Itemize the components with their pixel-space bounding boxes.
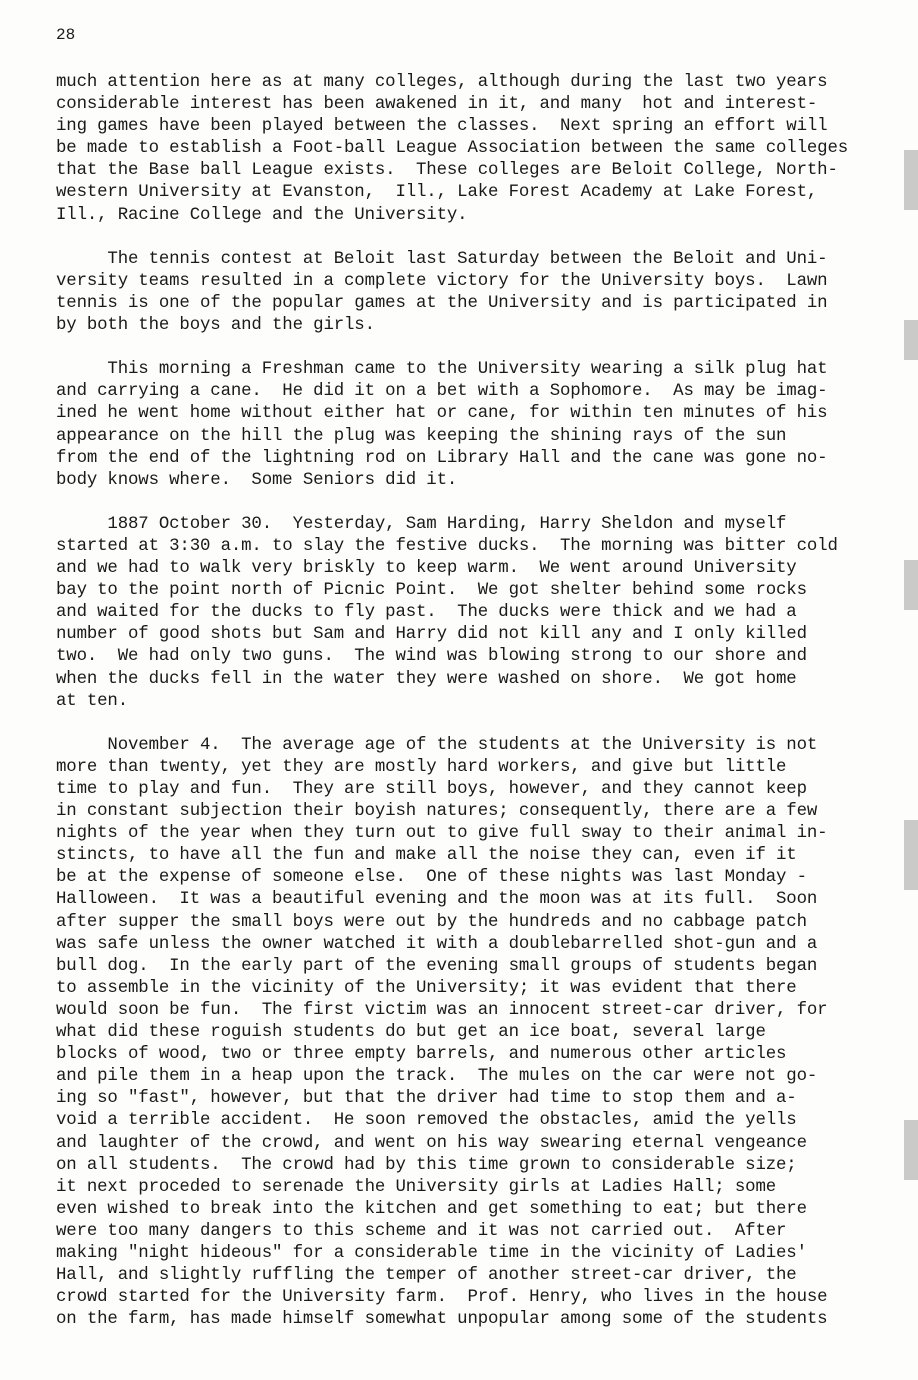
text-line: even wished to break into the kitchen and get something to eat; but there (56, 1199, 807, 1219)
text-line: nights of the year when they turn out to give full sway to their animal in- (56, 824, 828, 844)
text-line: started at 3:30 a.m. to slay the festive ducks. The morning was bitter cold (56, 536, 838, 556)
paragraph-football (56, 72, 896, 227)
text-line: much attention here as at many colleges, although during the last two years (56, 73, 828, 92)
paragraph-freshman (56, 359, 896, 492)
text-line: Halloween. It was a beautiful evening and the moon was at its full. Soon (56, 890, 818, 910)
text-line: 1887 October 30. Yesterday, Sam Harding, Harry Sheldon and myself (56, 514, 787, 534)
text-line: at ten. (56, 691, 129, 711)
text-line: western University at Evanston, Ill., Lake Forest Academy at Lake Forest, (56, 183, 818, 203)
scan-edge-shadow (904, 320, 918, 360)
text-line: be made to establish a Foot-ball League Association between the same colleges (56, 139, 849, 159)
text-line: more than twenty, yet they are mostly hard workers, and give but little (56, 757, 787, 777)
text-line: ined he went home without either hat or cane, for within ten minutes of his (56, 404, 828, 424)
paragraph-november-4 (56, 735, 896, 1332)
text-line: time to play and fun. They are still boys, however, and they cannot keep (56, 780, 807, 799)
text-line: was safe unless the owner watched it with a doublebarrelled shot-gun and a (56, 934, 818, 954)
paragraph-gap (56, 337, 896, 359)
text-line: ing games have been played between the classes. Next spring an effort will (56, 117, 828, 137)
text-line: that the Base ball League exists. These colleges are Beloit College, North- (56, 161, 838, 181)
text-line: ing so "fast", however, but that the driver had time to stop them and a- (56, 1089, 797, 1109)
text-line: in constant subjection their boyish natures; consequently, there are a few (56, 802, 818, 822)
text-line: and carrying a cane. He did it on a bet with a Sophomore. As may be imag- (56, 382, 828, 402)
text-line: body knows where. Some Seniors did it. (56, 470, 458, 490)
paragraph-gap (56, 227, 896, 249)
text-line: making "night hideous" for a considerable time in the vicinity of Ladies' (56, 1243, 807, 1263)
text-line: by both the boys and the girls. (56, 316, 375, 336)
paragraph-tennis (56, 249, 896, 337)
text-line: were too many dangers to this scheme and it was not carried out. After (56, 1221, 787, 1241)
text-line: when the ducks fell in the water they were washed on shore. We got home (56, 669, 797, 689)
text-line: Hall, and slightly ruffling the temper of another street-car driver, the (56, 1266, 797, 1286)
text-line: and pile them in a heap upon the track. The mules on the car were not go- (56, 1067, 818, 1087)
text-line: it next proceded to serenade the University girls at Ladies Hall; some (56, 1177, 777, 1197)
text-line: stincts, to have all the fun and make all the noise they can, even if it (56, 846, 797, 866)
paragraph-gap (56, 492, 896, 514)
text-line: on the farm, has made himself somewhat unpopular among some of the students (56, 1310, 828, 1330)
page-number: 28 (56, 26, 76, 44)
paragraph-gap (56, 713, 896, 735)
text-line: to assemble in the vicinity of the University; it was evident that there (56, 978, 797, 998)
text-line: and we had to walk very briskly to keep warm. We went around University (56, 559, 797, 579)
text-line: would soon be fun. The first victim was an innocent street-car driver, for (56, 1000, 828, 1020)
text-line: two. We had only two guns. The wind was blowing strong to our shore and (56, 647, 807, 667)
scan-edge-shadow (904, 820, 918, 890)
text-line: what did these roguish students do but get an ice boat, several large (56, 1023, 766, 1043)
scan-edge-shadow (904, 150, 918, 210)
text-line: crowd started for the University farm. Prof. Henry, who lives in the house (56, 1288, 828, 1308)
scan-edge-shadow (904, 560, 918, 610)
text-line: bay to the point north of Picnic Point. We got shelter behind some rocks (56, 581, 807, 601)
text-line: Ill., Racine College and the University. (56, 205, 468, 225)
text-line: appearance on the hill the plug was keeping the shining rays of the sun (56, 426, 787, 446)
text-line: on all students. The crowd had by this time grown to considerable size; (56, 1155, 797, 1175)
text-line: The tennis contest at Beloit last Saturday between the Beloit and Uni- (56, 249, 828, 269)
text-line: versity teams resulted in a complete victory for the University boys. Lawn (56, 271, 828, 291)
text-line: and waited for the ducks to fly past. The ducks were thick and we had a (56, 603, 797, 623)
paragraph-october-30 (56, 514, 896, 713)
text-line: This morning a Freshman came to the University wearing a silk plug hat (56, 360, 828, 380)
text-line: tennis is one of the popular games at the University and is participated in (56, 293, 828, 313)
text-line: and laughter of the crowd, and went on his way swearing eternal vengeance (56, 1133, 807, 1153)
text-line: after supper the small boys were out by the hundreds and no cabbage patch (56, 912, 807, 932)
text-line: number of good shots but Sam and Harry did not kill any and I only killed (56, 625, 807, 645)
text-line: considerable interest has been awakened in it, and many hot and interest- (56, 95, 818, 115)
text-line: from the end of the lightning rod on Library Hall and the cane was gone no- (56, 448, 828, 468)
text-line: bull dog. In the early part of the evening small groups of students began (56, 956, 818, 976)
text-line: be at the expense of someone else. One of these nights was last Monday - (56, 868, 807, 888)
scan-edge-shadow (904, 1120, 918, 1180)
text-line: November 4. The average age of the students at the University is not (56, 735, 818, 755)
text-line: void a terrible accident. He soon removed the obstacles, amid the yells (56, 1111, 797, 1131)
typed-text-body (56, 72, 896, 1331)
text-line: blocks of wood, two or three empty barrels, and numerous other articles (56, 1045, 787, 1065)
